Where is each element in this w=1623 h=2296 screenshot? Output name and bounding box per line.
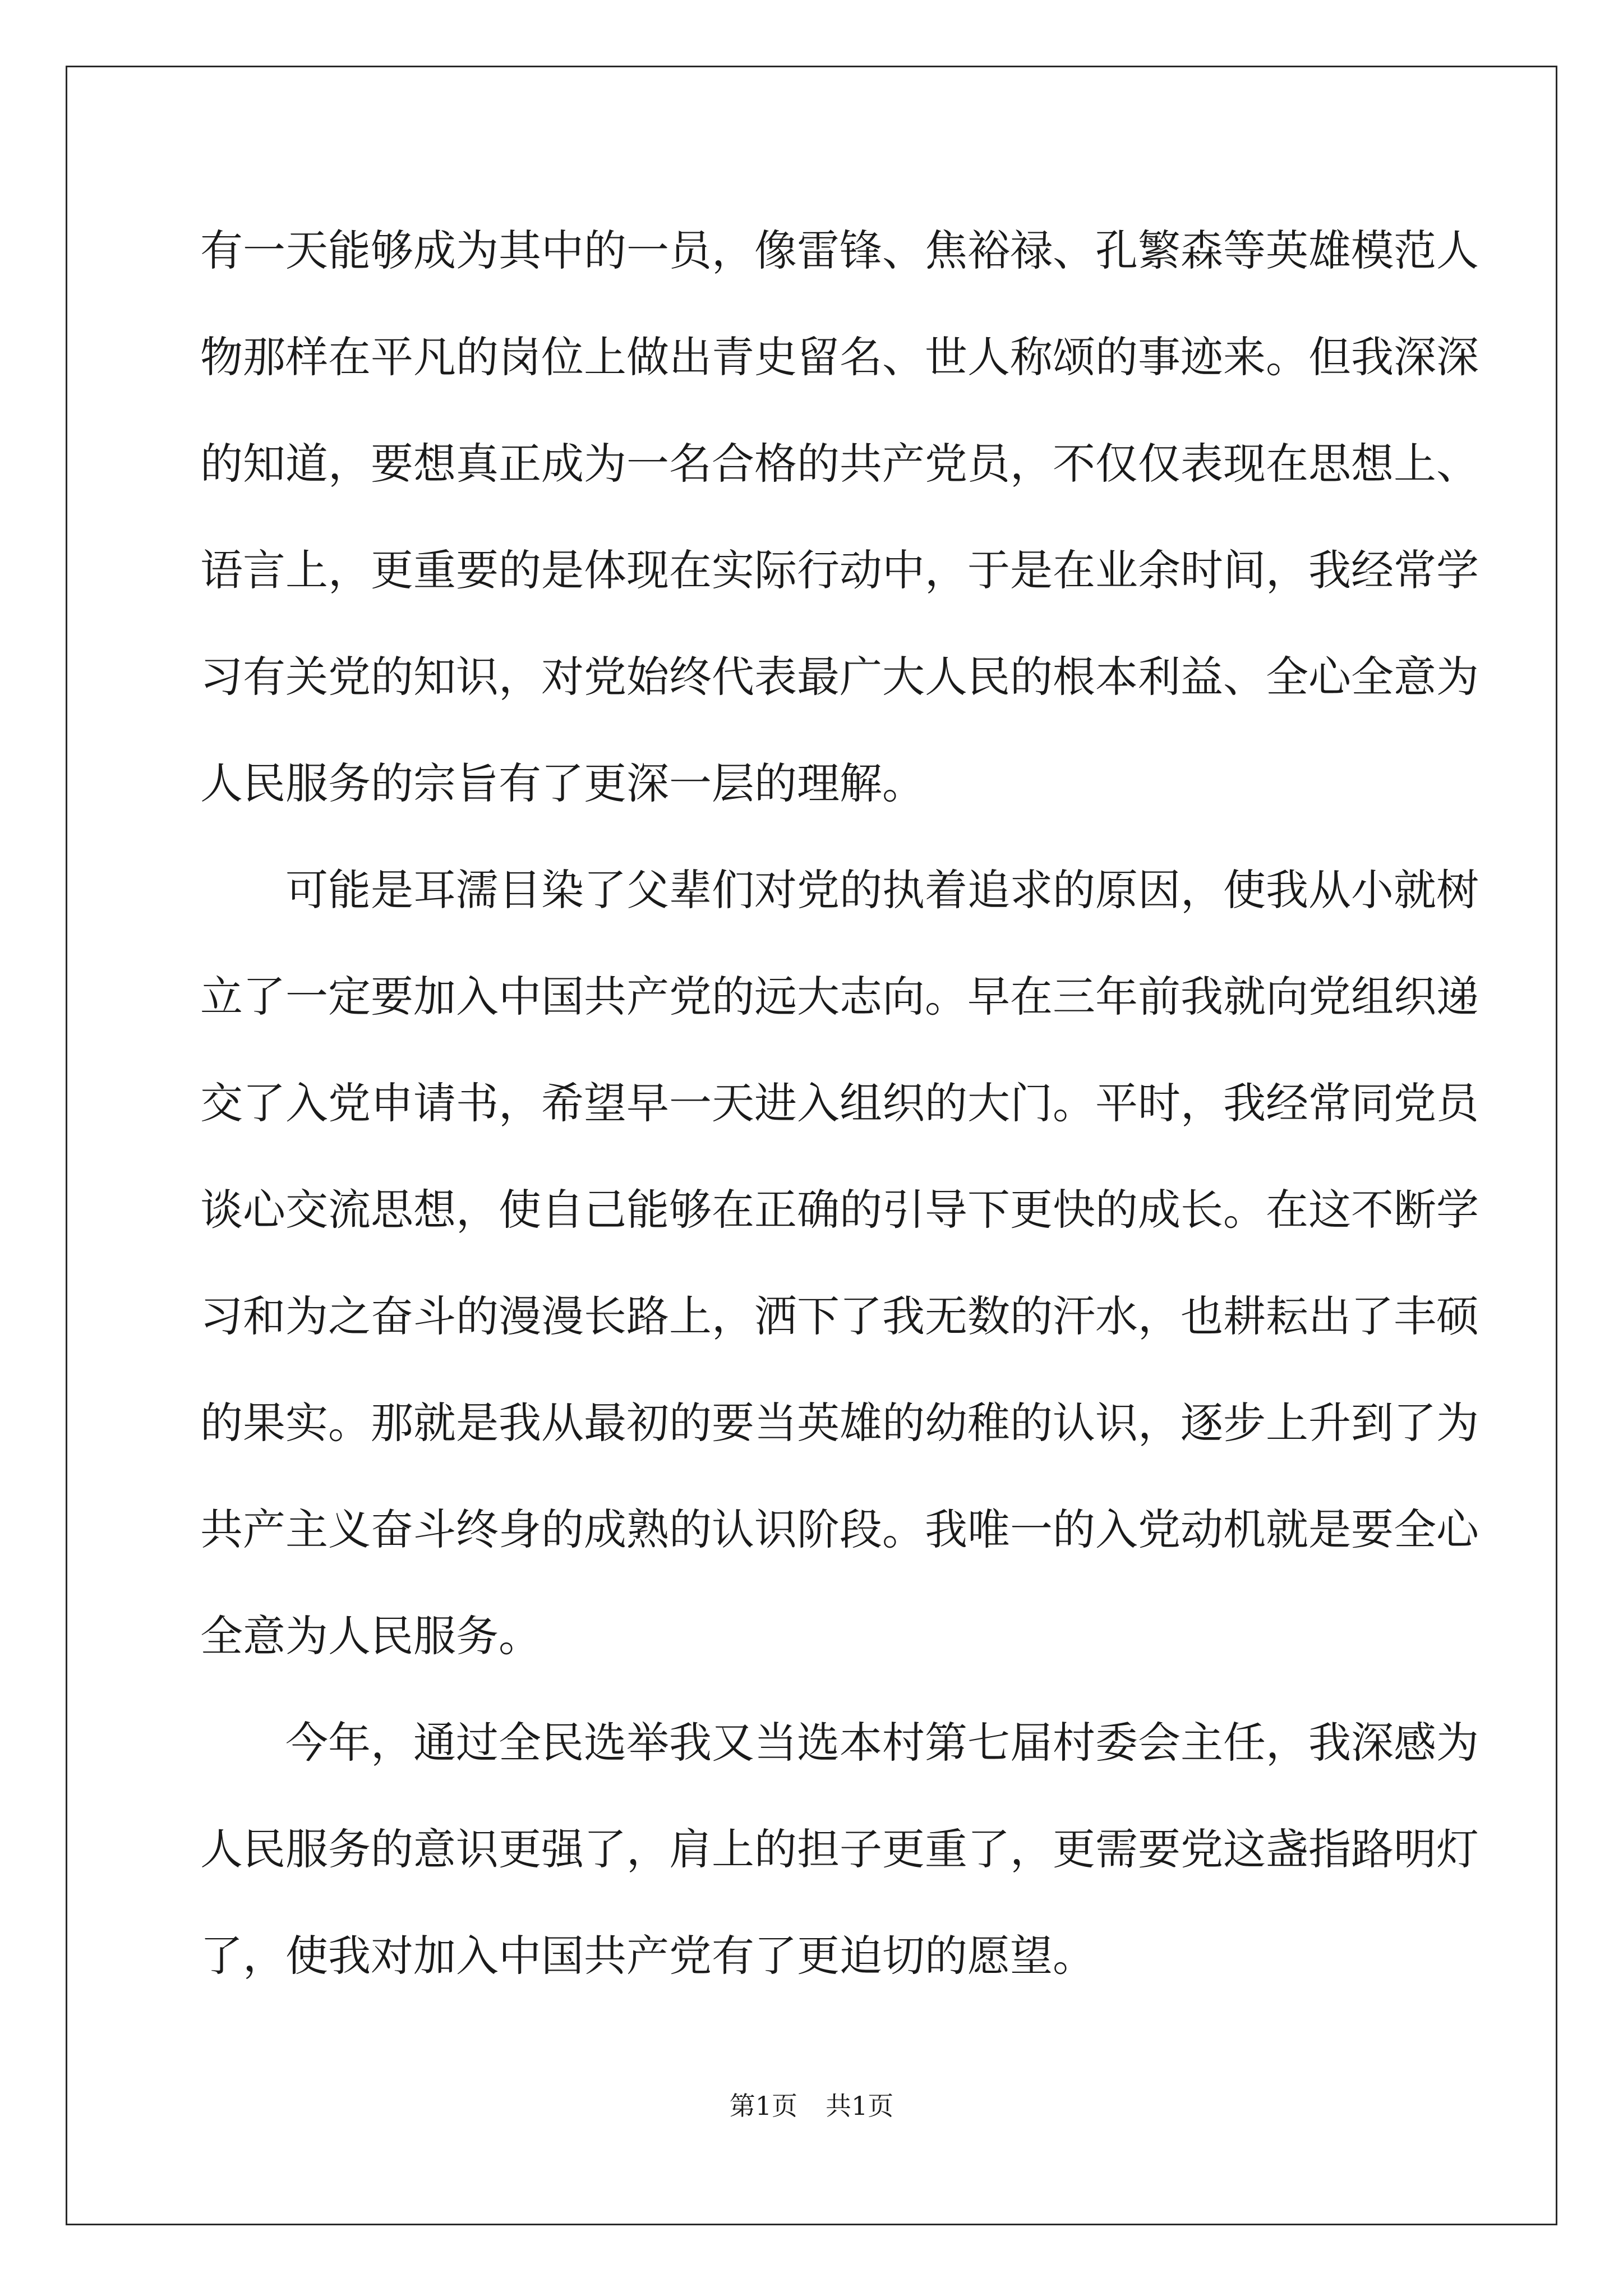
text-line: 谈心交流思想，使自己能够在正确的引导下更快的成长。在这不断学: [200, 1185, 1479, 1235]
page-footer: [0, 2089, 1623, 2123]
text-line: 共产主义奋斗终身的成熟的认识阶段。我唯一的入党动机就是要全心: [200, 1504, 1479, 1554]
text-line: 的知道，要想真正成为一名合格的共产党员，不仅仅表现在思想上、: [200, 439, 1479, 489]
text-line: 了，使我对加入中国共产党有了更迫切的愿望。: [200, 1931, 1095, 1981]
text-line: 语言上，更重要的是体现在实际行动中，于是在业余时间，我经常学: [200, 545, 1479, 595]
page-count: 共1页: [826, 2091, 894, 2121]
text-line: 习有关党的知识，对党始终代表最广大人民的根本利益、全心全意为: [200, 652, 1479, 702]
text-line: 的果实。那就是我从最初的要当英雄的幼稚的认识，逐步上升到了为: [200, 1398, 1479, 1448]
text-line: 有一天能够成为其中的一员，像雷锋、焦裕禄、孔繁森等英雄模范人: [200, 226, 1479, 275]
page-number: 第1页: [729, 2091, 797, 2121]
text-line: 立了一定要加入中国共产党的远大志向。早在三年前我就向党组织递: [200, 972, 1479, 1022]
text-line: 人民服务的宗旨有了更深一层的理解。: [200, 758, 925, 808]
text-line: 习和为之奋斗的漫漫长路上，洒下了我无数的汗水，也耕耘出了丰硕: [200, 1291, 1479, 1341]
text-line: 物那样在平凡的岗位上做出青史留名、世人称颂的事迹来。但我深深: [200, 332, 1479, 382]
text-line: 今年，通过全民选举我又当选本村第七届村委会主任，我深感为: [200, 1718, 1479, 1768]
text-line: 交了入党申请书，希望早一天进入组织的大门。平时，我经常同党员: [200, 1078, 1479, 1128]
text-line: 人民服务的意识更强了，肩上的担子更重了，更需要党这盏指路明灯: [200, 1824, 1479, 1874]
text-line: 全意为人民服务。: [200, 1611, 541, 1661]
text-line: 可能是耳濡目染了父辈们对党的执着追求的原因，使我从小就树: [200, 865, 1479, 915]
